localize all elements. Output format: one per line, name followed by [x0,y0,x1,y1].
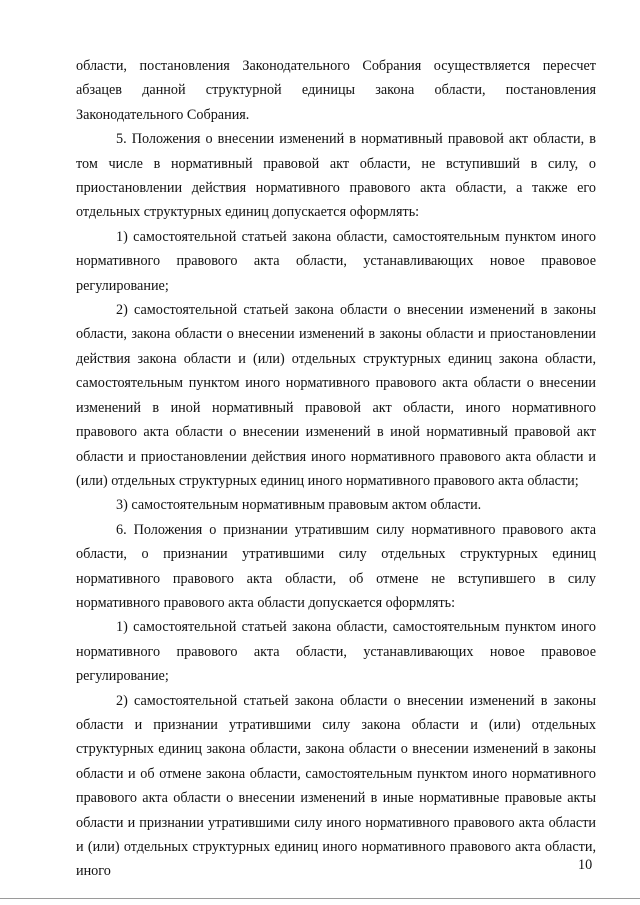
paragraph-item-5: 5. Положения о внесении изменений в нормативный правовой акт области, в том числе в нормативный правовой акт области, не вступивший в силу, о приостановлении действия нормативного правового акта области, а также его отдельных структурных единиц допускается оформлять: [76,131,596,221]
page-number: 10 [578,857,593,873]
document-page [76,54,596,884]
paragraph-item-5-3: 3) самостоятельным нормативным правовым актом области. [116,497,482,514]
paragraph-item-6-1: 1) самостоятельной статьей закона области, самостоятельным пунктом иного нормативного правового акта области, устанавливающих новое правовое регулирование; [76,619,596,685]
bottom-rule [0,898,640,899]
paragraph-item-5-2: 2) самостоятельной статьей закона области о внесении изменений в законы области, закона области о внесении изменений в законы области и приостановлении действия закона области и (или) отдельных структурных единиц закона области, самостоятельным пунктом иного нормативного правового акта области о внесении изменений в иной нормативный правовой акт области, иного нормативного правового акта области о внесении изменений в иной нормативный правовой акт области и приостановлении действия иного нормативного правового акта области и (или) отдельных структурных единиц иного нормативного правового акта области; [76,302,596,489]
paragraph-item-6: 6. Положения о признании утратившим силу нормативного правового акта области, о признании утратившими силу отдельных структурных единиц нормативного правового акта области, об отмене не вступившего в силу нормативного правового акта области допускается оформлять: [76,521,596,611]
paragraph-continuation: области, постановления Законодательного Собрания осуществляется пересчет абзацев данной структурной единицы закона области, постановления Законодательного Собрания. [76,58,596,123]
paragraph-item-6-2: 2) самостоятельной статьей закона области о внесении изменений в законы области и признании утратившими силу закона области и (или) отдельных структурных единиц закона области, закона области о внесении изменений в законы области и об отмене закона области, самостоятельным пунктом иного нормативного правового акта области о внесении изменений в иные нормативные правовые акты области и признании утратившими силу иного нормативного правового акта области и (или) отдельных структурных единиц иного нормативного правового акта области, иного [76,692,596,880]
paragraph-item-5-1: 1) самостоятельной статьей закона области, самостоятельным пунктом иного нормативного правового акта области, устанавливающих новое правовое регулирование; [76,228,596,294]
